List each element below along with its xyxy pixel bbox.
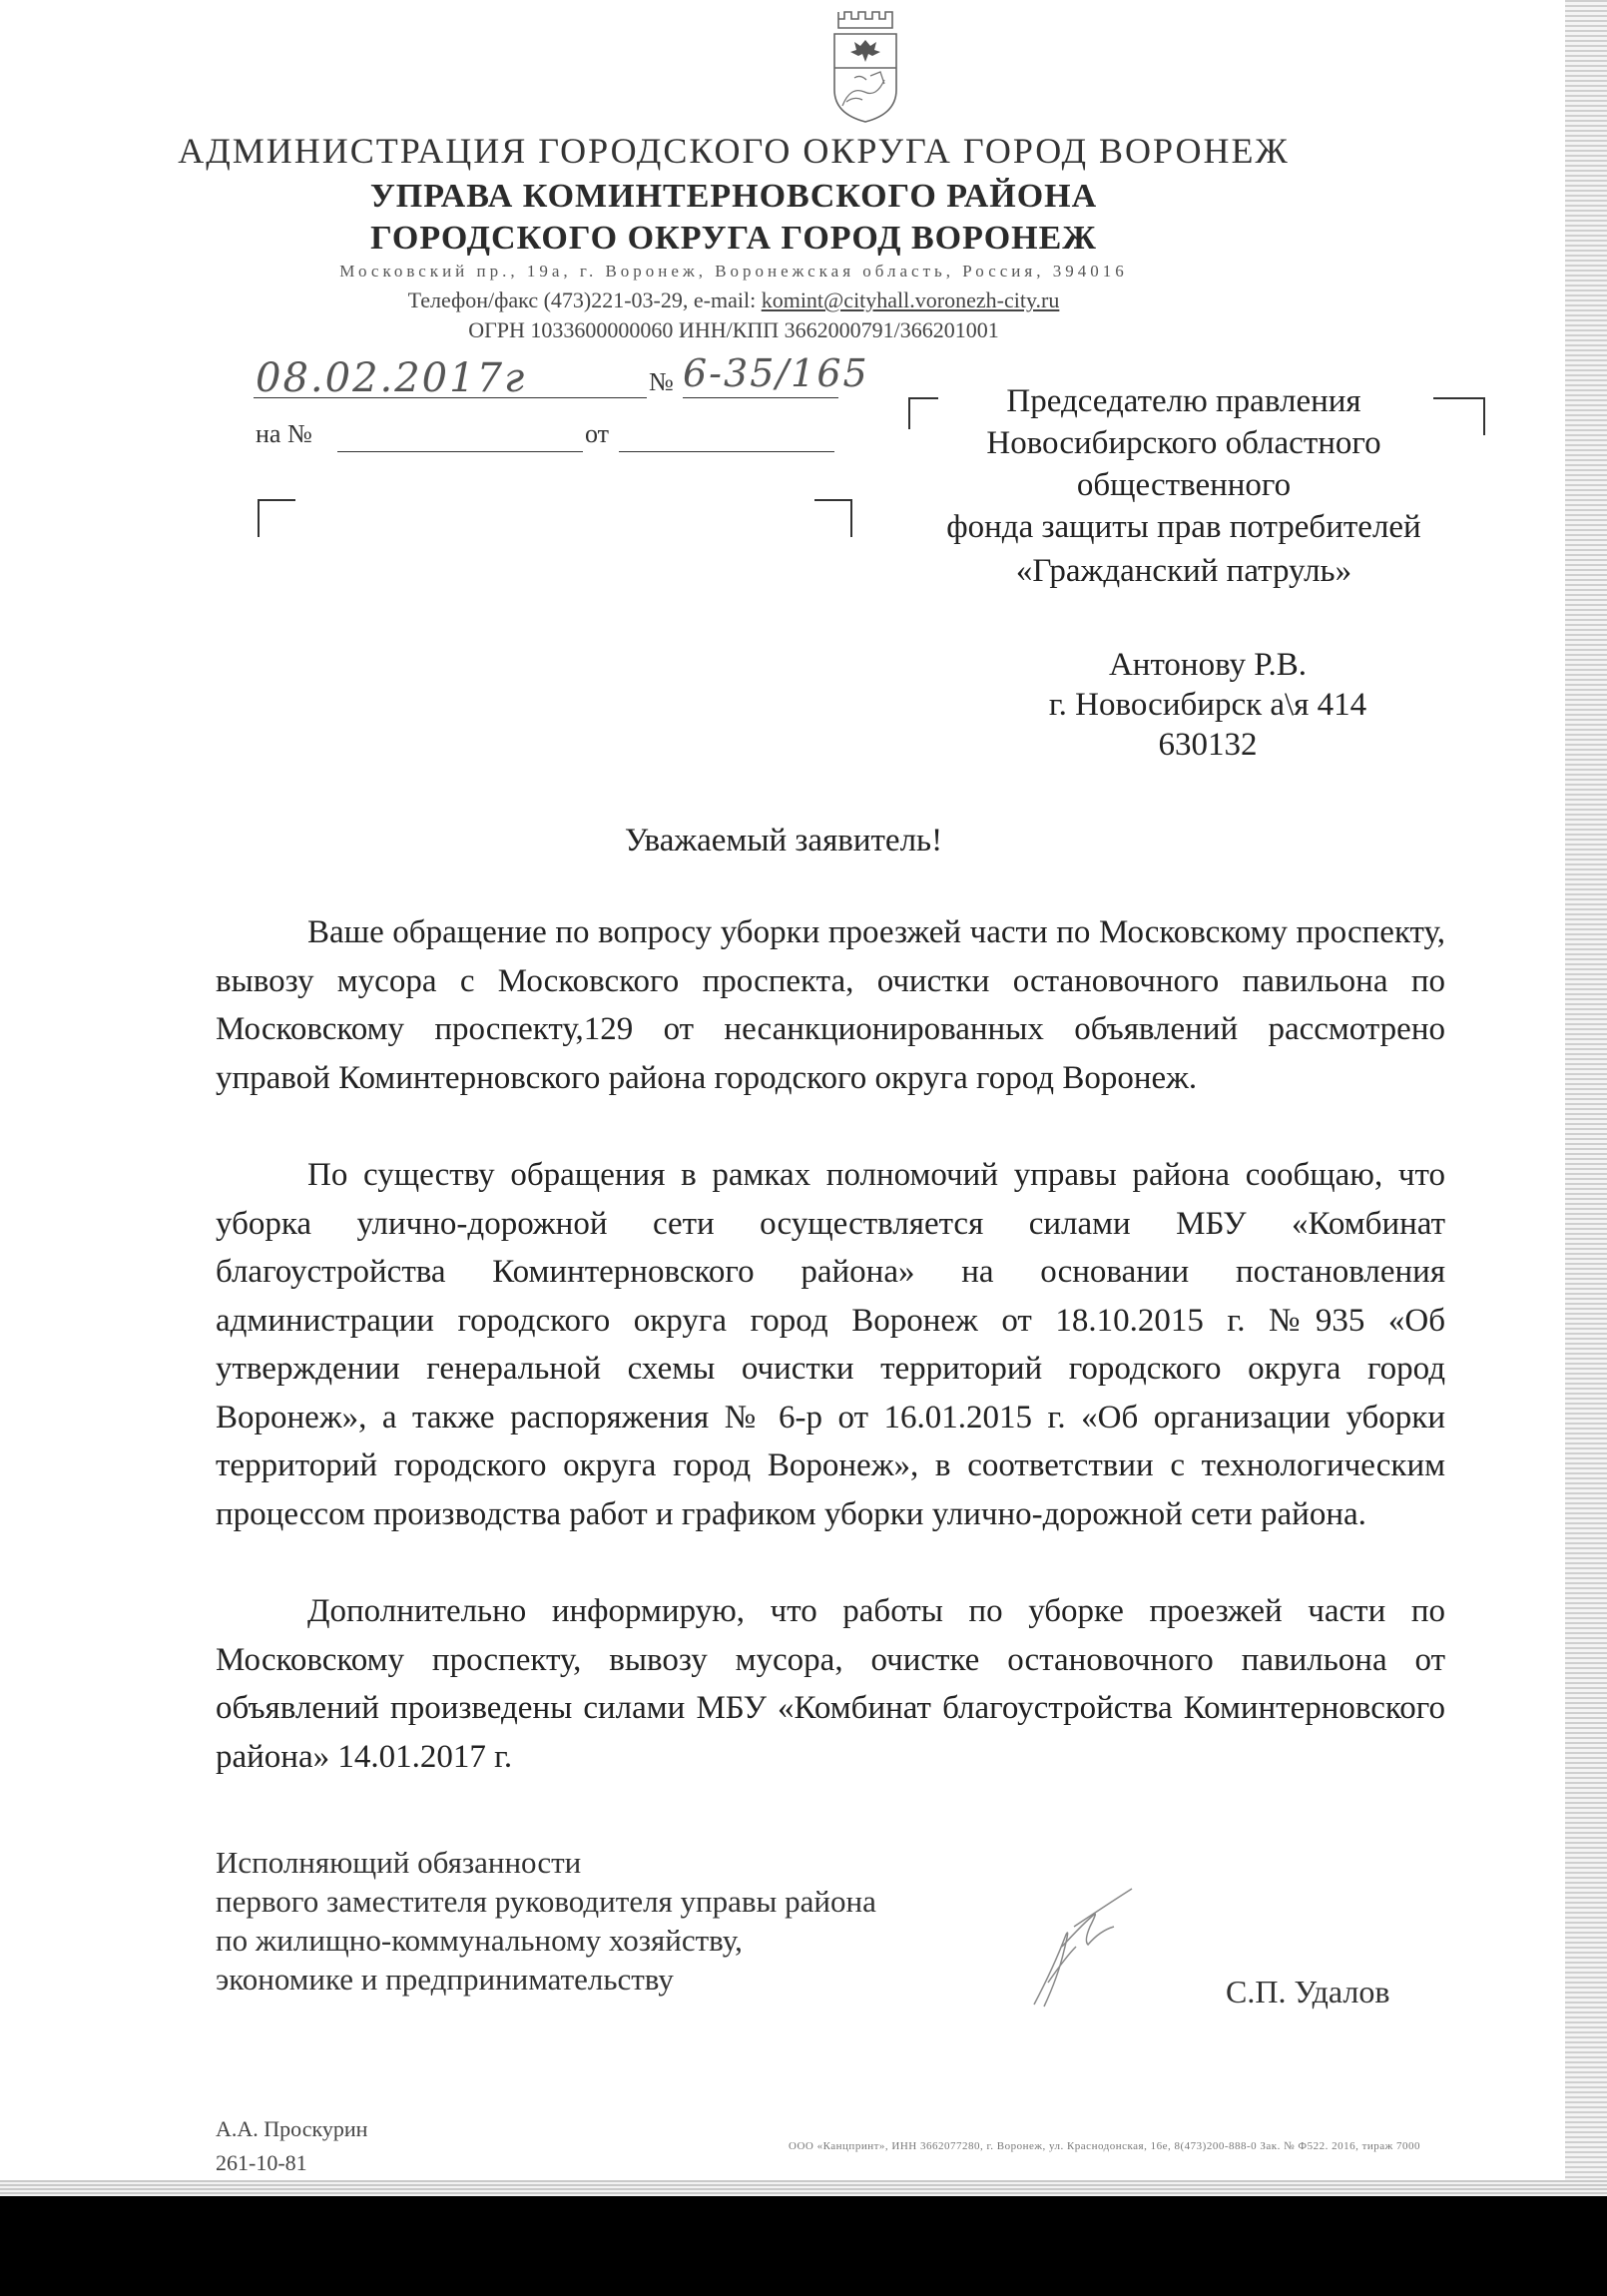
handwritten-date: 08.02.2017г <box>256 355 527 401</box>
addressee-line-1: Председателю правления <box>1006 383 1361 419</box>
position-line-2: первого заместителя руководителя управы района <box>216 1884 876 1919</box>
position-line-3: по жилищно-коммунальному хозяйству, <box>216 1923 743 1958</box>
handwritten-signature <box>1014 1887 1174 2016</box>
executor-phone: 261-10-81 <box>216 2150 307 2175</box>
paragraph-1: Ваше обращение по вопросу уборки проезжей части по Московскому проспекту, вывозу мусора с Московского проспекта, очистки остановочного павильона по Московскому проспекту,129 от несанкционированных объявлений рассмотрено управой Коминтерновского района городского округа город Воронеж. <box>216 914 1445 1096</box>
addressee-line-2: Новосибирского областного <box>986 425 1381 461</box>
letterhead-ogrn: ОГРН 1033600000060 ИНН/КПП 3662000791/366201001 <box>468 317 999 342</box>
addressee-line-5: «Гражданский патруль» <box>1015 553 1352 589</box>
executor-name: А.А. Проскурин <box>216 2116 368 2141</box>
subject-corner-left <box>258 499 295 537</box>
addressee-name: Антонову Р.В. <box>1108 647 1308 683</box>
signatory-name: С.П. Удалов <box>1226 1974 1390 2009</box>
handwritten-number: 6-35/165 <box>683 351 869 395</box>
from-label: от <box>585 419 610 448</box>
print-house-info: ООО «Канцпринт», ИНН 3662077280, г. Воронеж, ул. Краснодонская, 16е, 8(473)200-888-0 Зак. № Ф522. 2016, тираж 7000 <box>789 2140 1421 2152</box>
letterhead-administration: АДМИНИСТРАЦИЯ ГОРОДСКОГО ОКРУГА ГОРОД ВОРОНЕЖ <box>178 131 1290 171</box>
letterhead-phone: Телефон/факс (473)221-03-29, e-mail: <box>407 287 762 312</box>
reply-to-label: на № <box>256 419 312 448</box>
letterhead-email: komint@cityhall.voronezh-city.ru <box>761 287 1060 312</box>
scan-edge-right <box>1565 0 1607 2206</box>
letterhead-address: Московский пр., 19а, г. Воронеж, Воронежская область, Россия, 394016 <box>339 262 1128 281</box>
letterhead-uprava-line2: ГОРОДСКОГО ОКРУГА ГОРОД ВОРОНЕЖ <box>370 220 1097 257</box>
number-underline <box>683 397 838 398</box>
signatory-position <box>216 1843 1074 1999</box>
addressee-postcode: 630132 <box>1158 727 1258 763</box>
paragraph-3: Дополнительно информирую, что работы по уборке проезжей части по Московскому проспекту, вывозу мусора, очистке остановочного павильона от объявлений произведены силами МБУ «Комбинат благоустройства Коминтерновского района» 14.01.2017 г. <box>216 1593 1445 1775</box>
reply-number-line <box>337 451 583 452</box>
scan-black-band <box>0 2196 1607 2296</box>
scan-edge-bottom <box>0 2180 1607 2196</box>
date-underline <box>254 397 647 398</box>
number-sign: № <box>649 367 674 396</box>
position-line-4: экономике и предпринимательству <box>216 1962 674 1997</box>
letterhead-uprava-line1: УПРАВА КОМИНТЕРНОВСКОГО РАЙОНА <box>369 178 1098 215</box>
paragraph-2: По существу обращения в рамках полномочий управы района сообщаю, что уборка улично-дорожной сети осуществляется силами МБУ «Комбинат благоустройства Коминтерновского района» на основании постановления администрации городского округа город Воронеж от 18.10.2015 г. №935 «Об утверждении генеральной схемы очистки территорий городского округа город Воронеж», а также распоряжения № 6-р от 16.01.2015 г. «Об организации уборки территорий городского округа город Воронеж», в соответствии с технологическим процессом производства работ и графиком уборки улично-дорожной сети района. <box>216 1157 1445 1532</box>
reply-date-line <box>619 451 834 452</box>
coat-of-arms-icon <box>824 6 906 126</box>
letterhead-contacts <box>0 287 1467 313</box>
addressee-city: г. Новосибирск а\я 414 <box>1048 687 1367 723</box>
position-line-1: Исполняющий обязанности <box>216 1845 582 1880</box>
subject-corner-right <box>814 499 852 537</box>
addressee-line-4: фонда защиты прав потребителей <box>946 509 1421 545</box>
addressee-line-3: общественного <box>1076 467 1292 503</box>
salutation: Уважаемый заявитель! <box>624 823 943 859</box>
